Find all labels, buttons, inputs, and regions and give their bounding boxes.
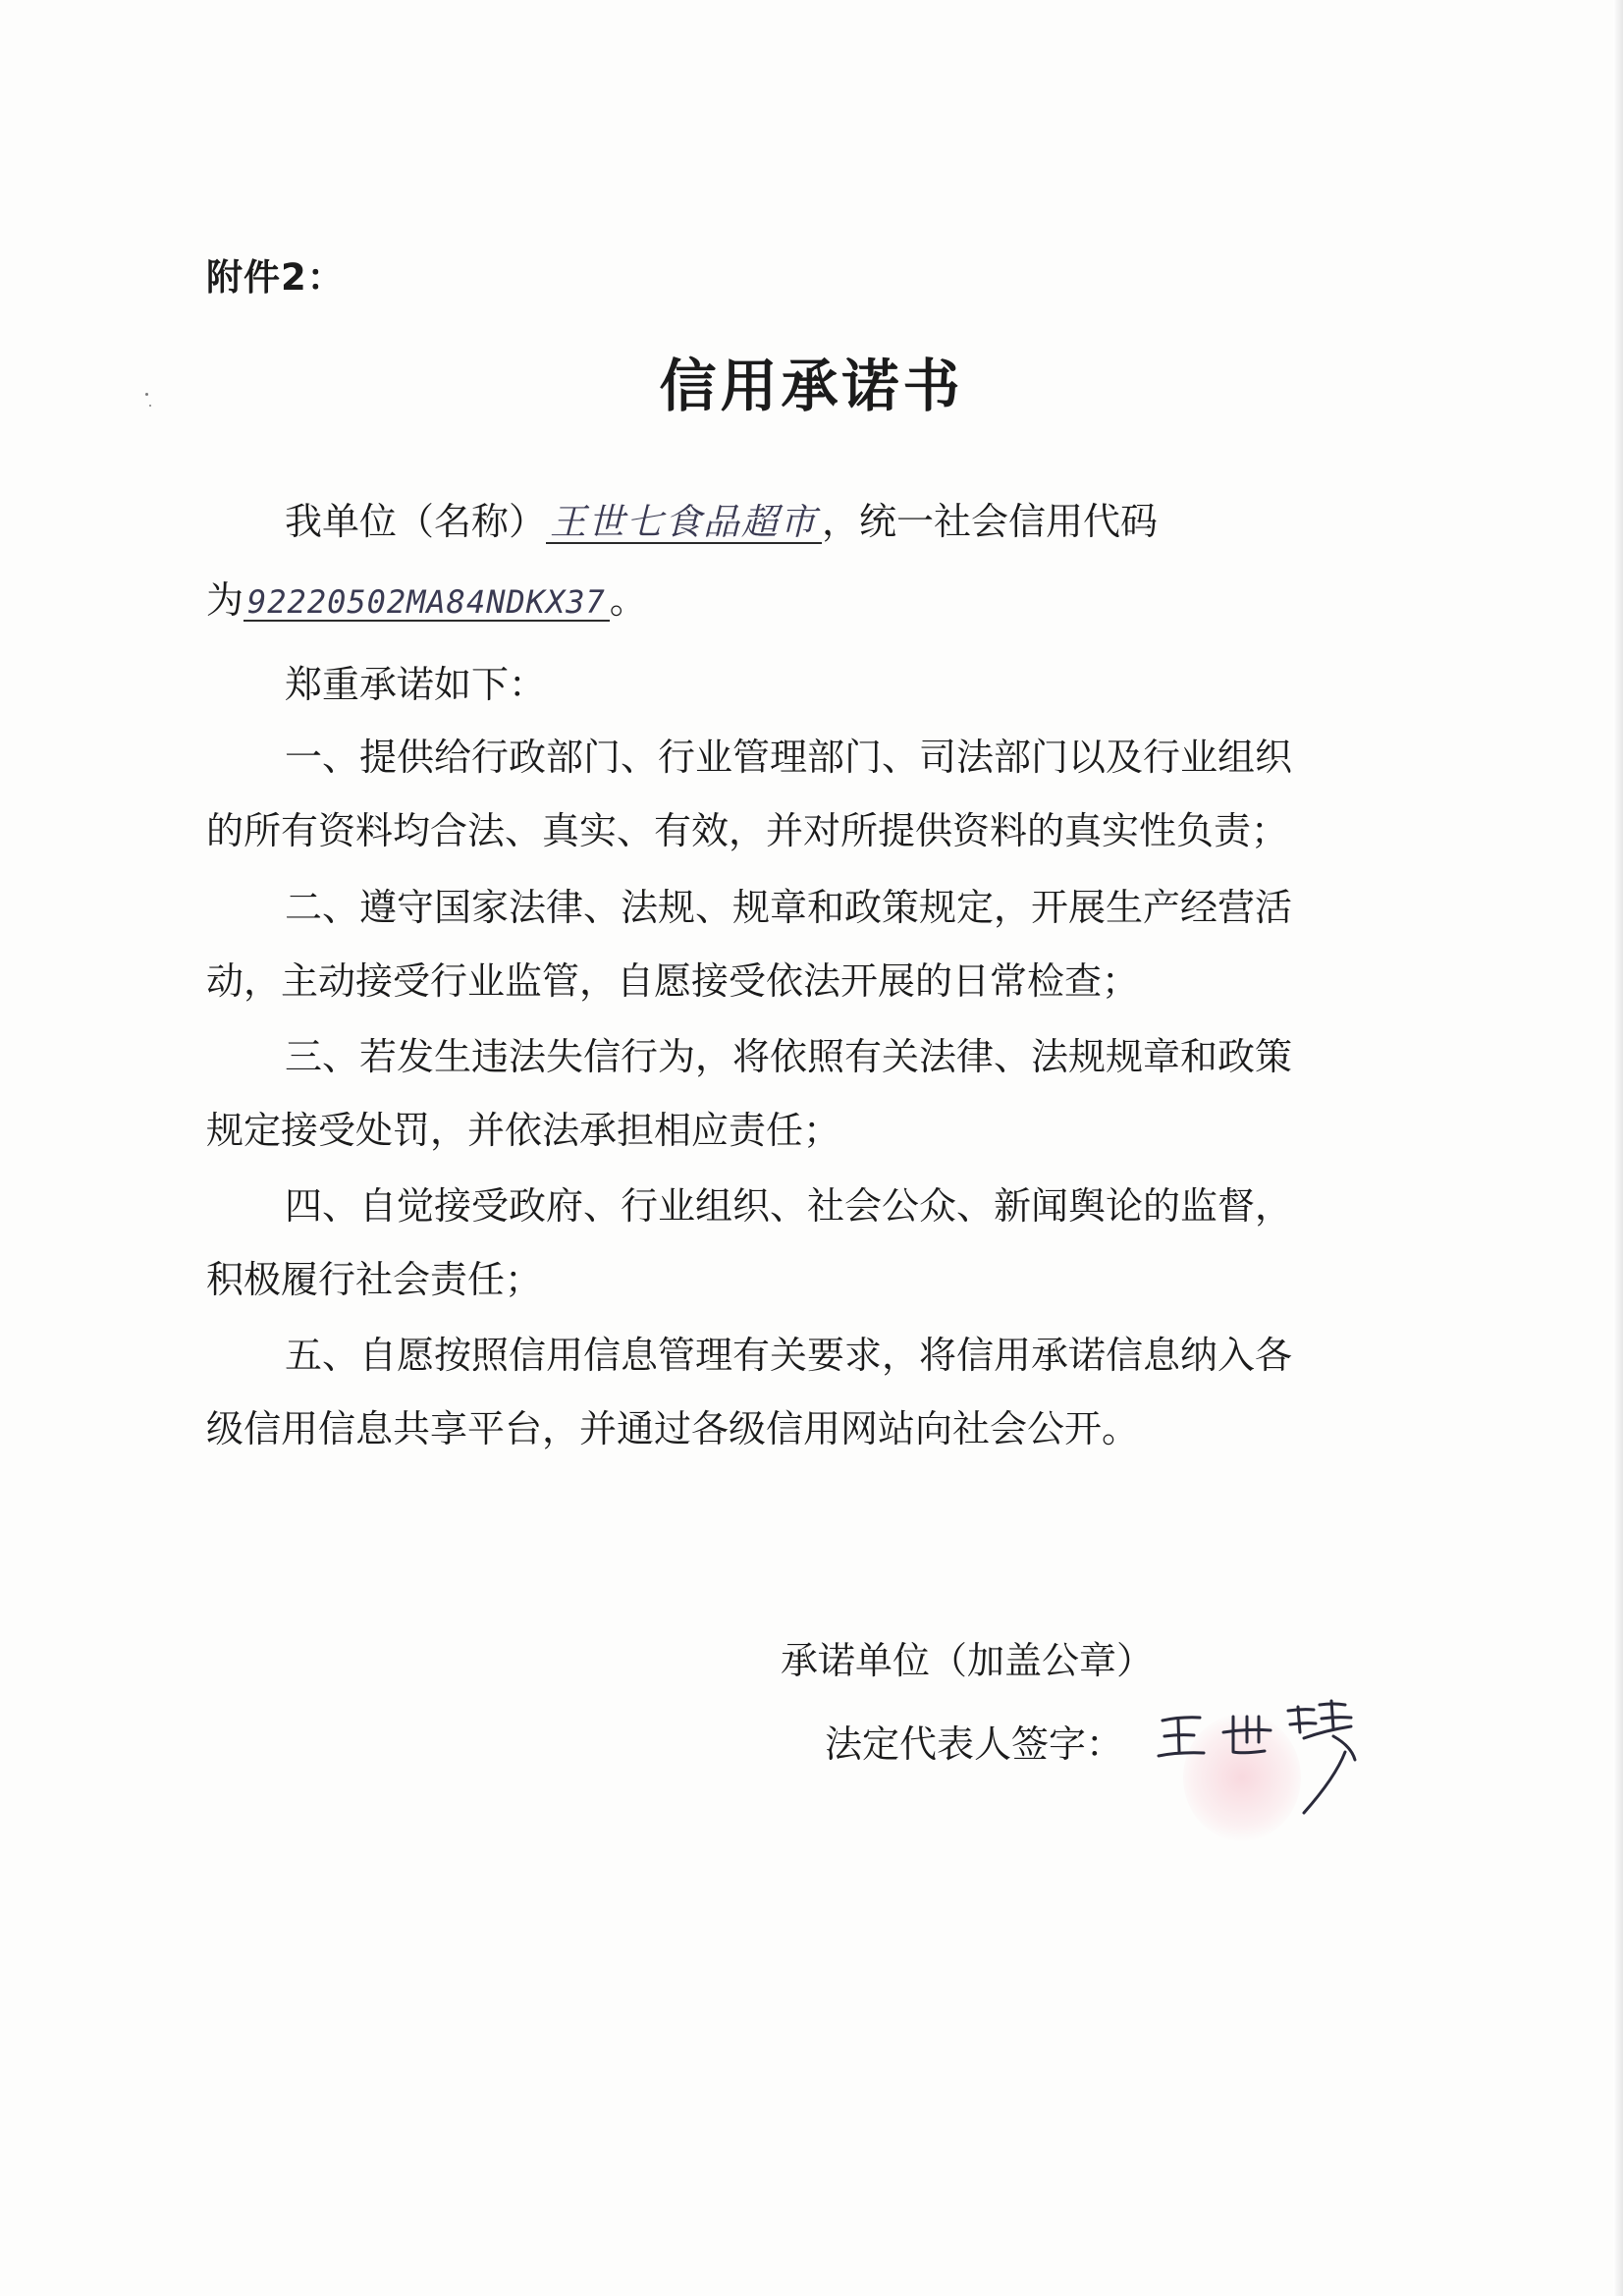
code-prefix: 为 <box>206 578 244 622</box>
pledge-item-1-line-1: 一、提供给行政部门、行业管理部门、司法部门以及行业组织 <box>285 736 1293 779</box>
attachment-label: 附件2： <box>206 256 345 299</box>
intro-end: 。 <box>609 578 647 622</box>
pledge-item-3-line-2: 规定接受处罚，并依法承担相应责任； <box>206 1109 841 1152</box>
intro-line-1 <box>285 491 1158 545</box>
seal-unit-label: 承诺单位（加盖公章） <box>781 1639 1155 1682</box>
pledge-item-2-line-1: 二、遵守国家法律、法规、规章和政策规定，开展生产经营活 <box>285 886 1293 929</box>
document-title: 信用承诺书 <box>659 353 964 419</box>
pledge-item-4-line-1: 四、自觉接受政府、行业组织、社会公众、新闻舆论的监督， <box>285 1184 1293 1228</box>
handwritten-signature <box>1149 1687 1404 1825</box>
pledge-item-3-line-1: 三、若发生违法失信行为，将依照有关法律、法规规章和政策 <box>285 1035 1293 1078</box>
intro-middle: ，统一社会信用代码 <box>822 500 1159 543</box>
intro-prefix: 我单位（名称） <box>285 500 547 543</box>
pledge-item-5-line-2: 级信用信息共享平台，并通过各级信用网站向社会公开。 <box>206 1407 1140 1450</box>
credit-code-handwritten: 92220502MA84NDKX37 <box>243 586 610 622</box>
pledge-item-5-line-1: 五、自愿按照信用信息管理有关要求，将信用承诺信息纳入各 <box>285 1334 1293 1377</box>
intro-line-2 <box>206 570 647 624</box>
pledge-item-4-line-2: 积极履行社会责任； <box>206 1258 543 1301</box>
unit-name-handwritten: 王世七食品超市 <box>546 504 822 544</box>
legal-rep-label: 法定代表人签字： <box>825 1722 1124 1766</box>
pledge-item-2-line-2: 动，主动接受行业监管，自愿接受依法开展的日常检查； <box>206 959 1140 1003</box>
pledge-heading: 郑重承诺如下： <box>285 663 547 706</box>
pledge-item-1-line-2: 的所有资料均合法、真实、有效，并对所提供资料的真实性负责； <box>206 809 1289 852</box>
